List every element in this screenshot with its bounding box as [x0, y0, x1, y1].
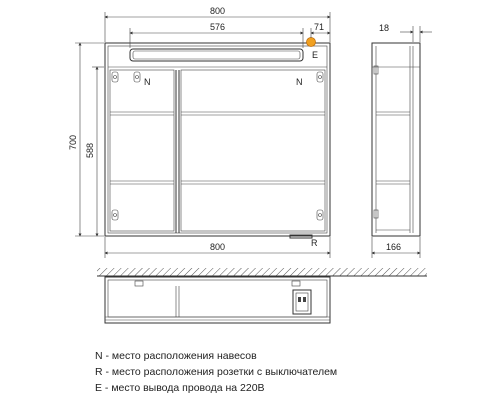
hinge-top-inner — [134, 72, 140, 82]
dim-light-width: 576 — [210, 22, 226, 32]
legend-e: E - место вывода провода на 220В — [95, 382, 265, 394]
legend-r: R - место расположения розетки с выключателем — [95, 366, 338, 378]
hinge-bottom-right — [317, 210, 323, 220]
marker-e: E — [312, 50, 319, 60]
front-view — [105, 38, 330, 249]
cabinet-inner-outline — [108, 46, 327, 233]
dim-width-bottom: 800 — [210, 242, 226, 252]
marker-n-left: N — [144, 77, 151, 87]
dim-height-total: 700 — [68, 134, 78, 150]
hinge-bottom-left — [112, 210, 118, 220]
dim-height-body: 588 — [85, 142, 95, 158]
marker-r: R — [311, 238, 318, 248]
right-door — [181, 70, 325, 231]
hinge-top-left — [112, 72, 118, 82]
plan-view — [97, 268, 427, 323]
front-dimensions — [68, 6, 330, 258]
dim-side-depth: 166 — [386, 242, 402, 252]
left-door — [110, 70, 174, 231]
side-view — [372, 23, 432, 258]
marker-n-right: N — [296, 77, 303, 87]
plan-hinge-left — [135, 281, 143, 286]
hinge-top-right — [317, 72, 323, 82]
socket-icon — [293, 290, 311, 314]
dim-outlet-offset: 71 — [314, 22, 325, 32]
legend-n: N - место расположения навесов — [95, 350, 257, 362]
wire-exit-e-icon — [307, 38, 316, 47]
dim-width-top: 800 — [210, 6, 226, 16]
light-bar-inner — [133, 51, 300, 59]
plan-hinge-right — [292, 281, 300, 286]
plan-inner — [108, 280, 327, 317]
wall-hatch — [97, 268, 427, 276]
dim-side-top: 18 — [379, 23, 390, 33]
